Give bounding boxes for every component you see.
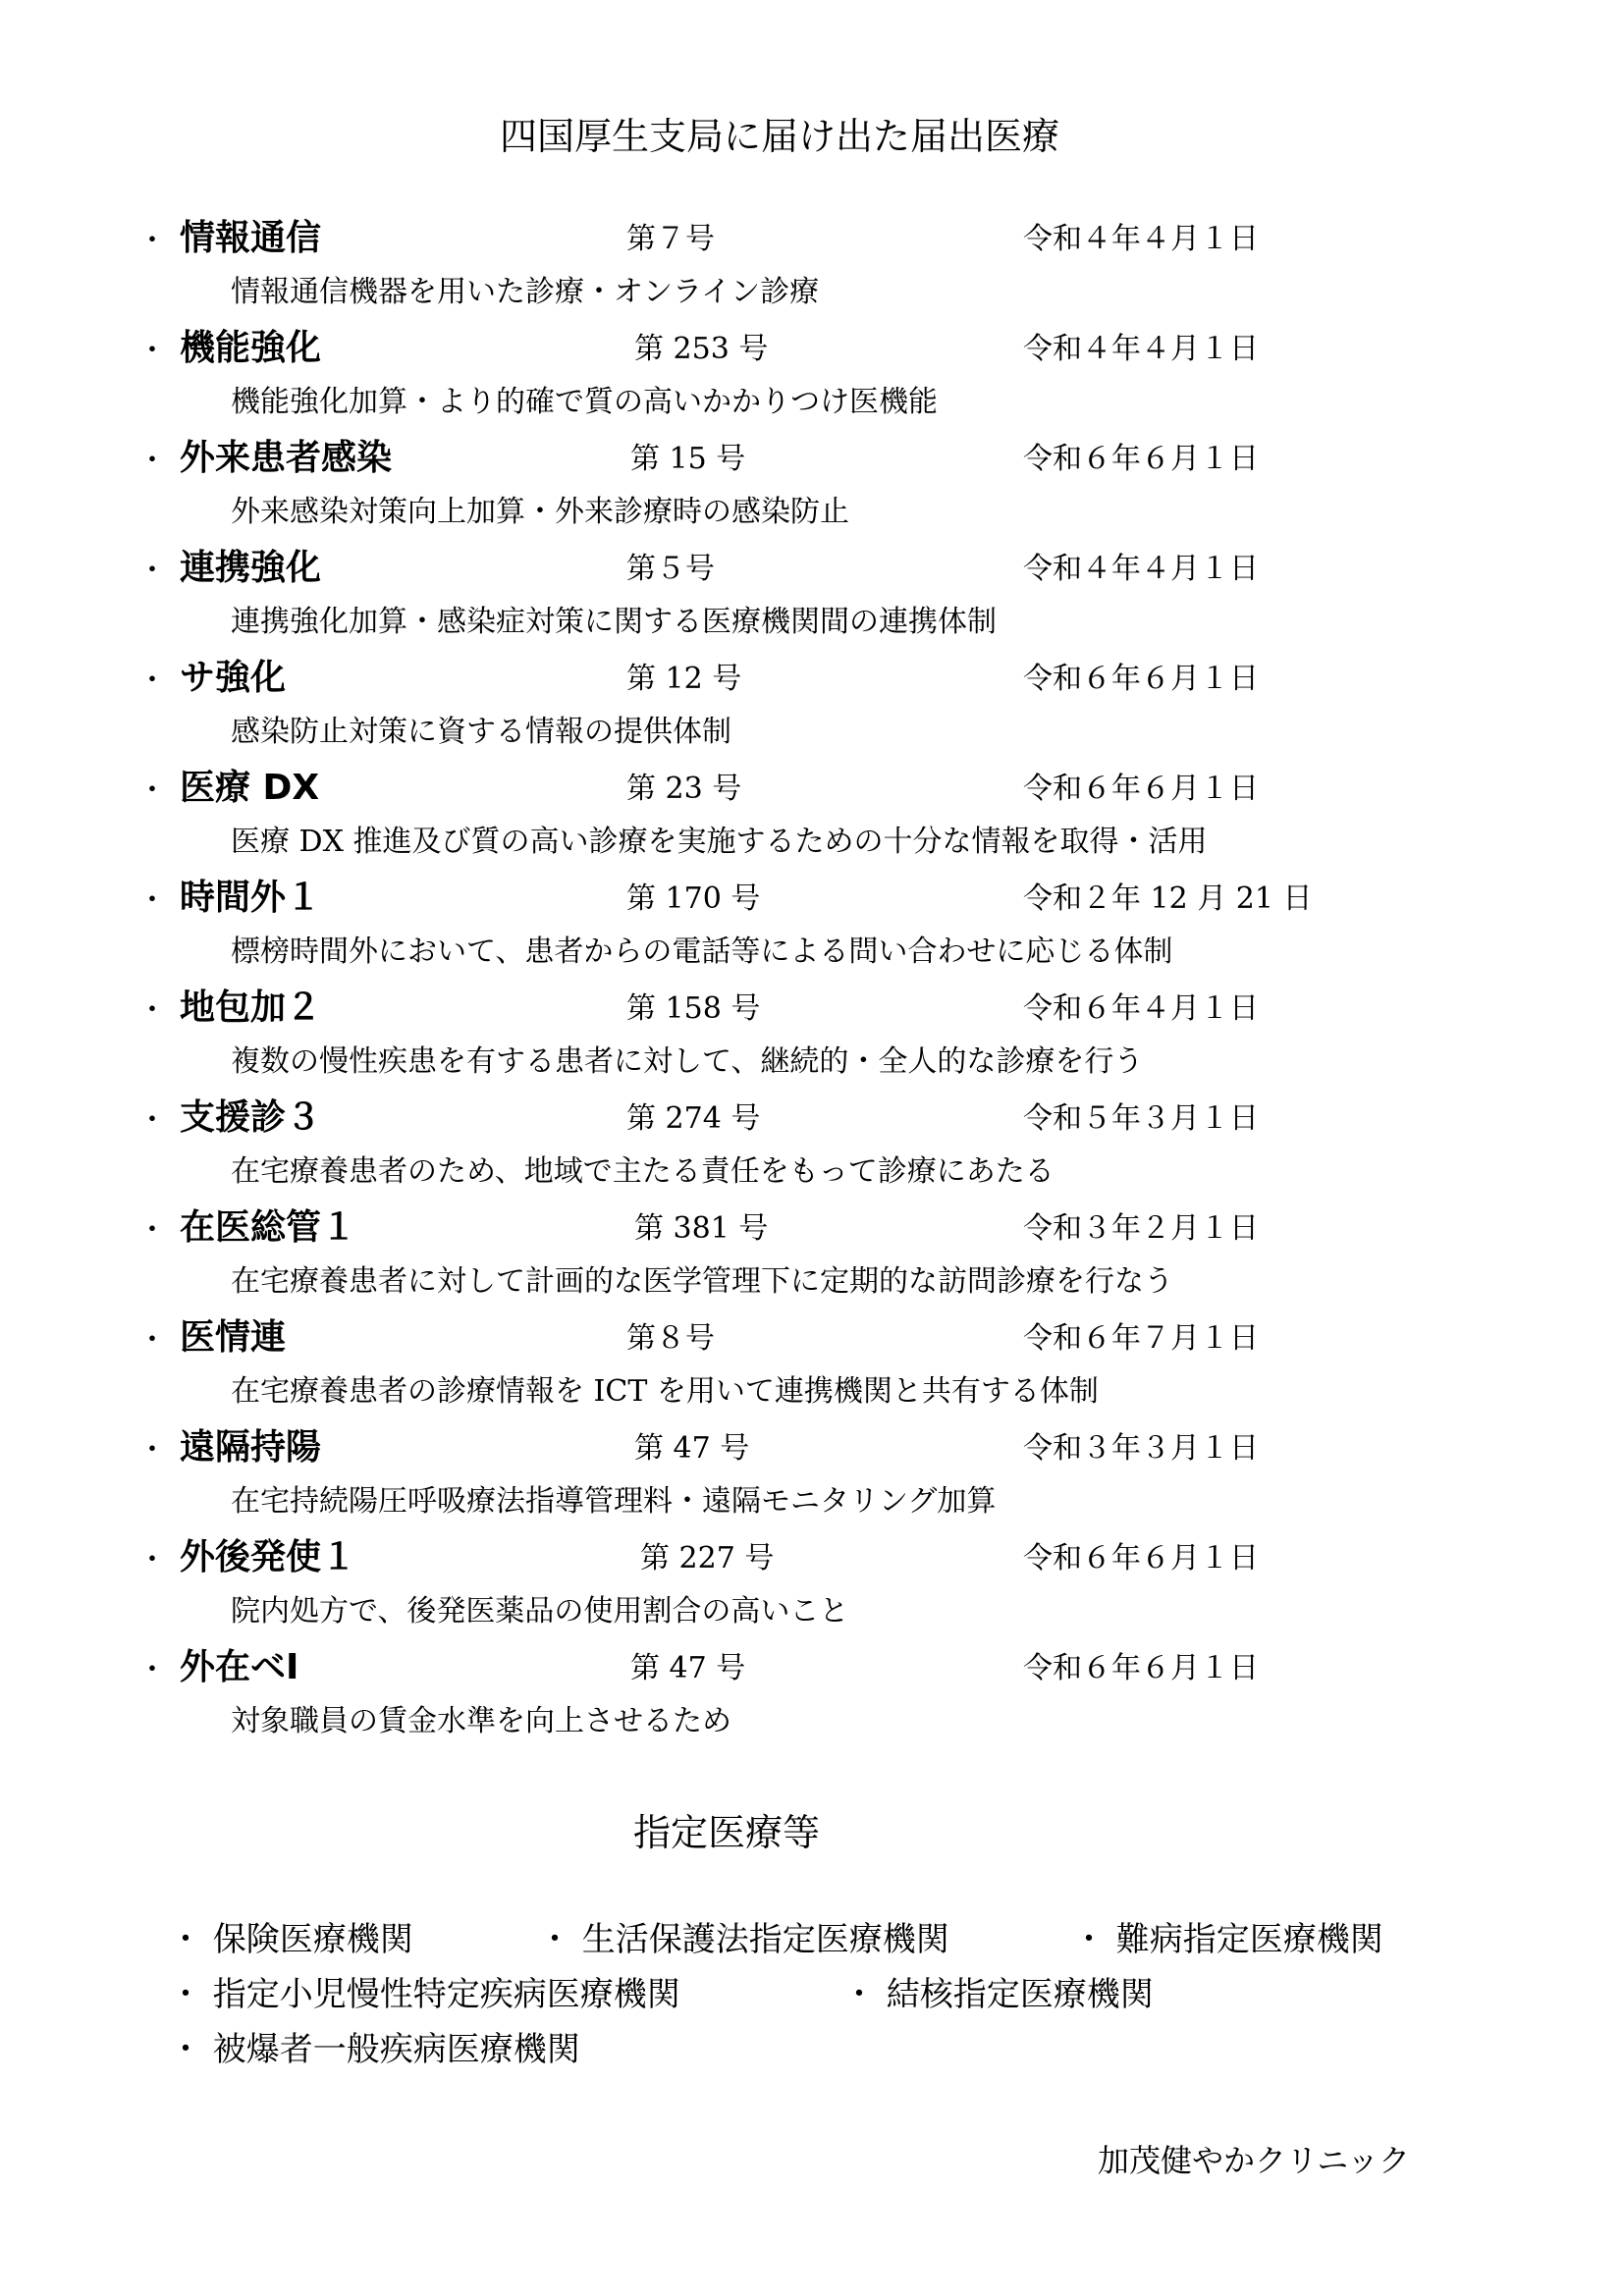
list-item [0, 760, 1623, 870]
entry-name: 外来患者感染 [180, 438, 393, 478]
bullet: ・ [137, 1323, 167, 1358]
entry-date: 令和５年３月１日 [1023, 1101, 1259, 1136]
list-item [0, 1639, 1623, 1749]
entry-number: 第 47 号 [634, 1431, 750, 1466]
entry-description: 対象職員の賃金水準を向上させるため [231, 1704, 731, 1738]
entry-description: 機能強化加算・より的確で質の高いかかりつけ医機能 [231, 385, 938, 419]
entry-date: 令和６年６月１日 [1023, 662, 1259, 696]
entry-number: 第 23 号 [626, 772, 742, 806]
entry-description: 在宅療養患者に対して計画的な医学管理下に定期的な訪問診療を行なう [231, 1264, 1173, 1299]
entry-name: 医情連 [180, 1317, 287, 1358]
entry-number: 第 170 号 [626, 881, 761, 916]
entry-description: 在宅持続陽圧呼吸療法指導管理料・遠隔モニタリング加算 [231, 1484, 997, 1519]
bullet: ・ [137, 334, 167, 368]
list-item [0, 650, 1623, 760]
list-item: ・ 指定小児慢性特定疾病医療機関 [169, 1975, 680, 2014]
list-item: ・ 被爆者一般疾病医療機関 [169, 2030, 580, 2069]
entry-description: 医療 DX 推進及び質の高い診療を実施するための十分な情報を取得・活用 [231, 825, 1208, 859]
bullet: ・ [137, 1213, 167, 1248]
bullet: ・ [137, 1433, 167, 1468]
entry-number: 第７号 [626, 222, 715, 256]
notification-list [0, 210, 1623, 1749]
entry-number: 第 381 号 [634, 1211, 769, 1246]
entry-date: 令和６年６月１日 [1023, 442, 1259, 476]
entry-number: 第 47 号 [630, 1651, 746, 1685]
entry-number: 第 274 号 [626, 1101, 761, 1136]
entry-date: 令和４年４月１日 [1023, 332, 1259, 366]
entry-name: 情報通信 [180, 218, 322, 258]
bullet: ・ [137, 1543, 167, 1577]
list-item: ・ 生活保護法指定医療機関 [538, 1920, 949, 1959]
entry-date: 令和４年４月１日 [1023, 552, 1259, 586]
entry-description: 在宅療養患者のため、地域で主たる責任をもって診療にあたる [231, 1154, 1055, 1189]
entry-name: 連携強化 [180, 548, 322, 588]
entry-date: 令和３年３月１日 [1023, 1431, 1259, 1466]
list-item [0, 1090, 1623, 1200]
list-item [0, 210, 1623, 320]
entry-date: 令和６年４月１日 [1023, 991, 1259, 1026]
entry-name: 医療 DX [180, 768, 320, 808]
entry-date: 令和６年７月１日 [1023, 1321, 1259, 1356]
bullet: ・ [137, 993, 167, 1028]
entry-description: 連携強化加算・感染症対策に関する医療機関間の連携体制 [231, 605, 997, 639]
list-item: ・ 保険医療機関 [169, 1920, 413, 1959]
bullet: ・ [137, 444, 167, 478]
entry-number: 第 227 号 [640, 1541, 775, 1575]
list-item [0, 1419, 1623, 1529]
bullet: ・ [137, 664, 167, 698]
entry-date: 令和６年６月１日 [1023, 772, 1259, 806]
entry-name: 支援診３ [180, 1097, 322, 1138]
bullet: ・ [137, 1653, 167, 1687]
entry-description: 外来感染対策向上加算・外来診療時の感染防止 [231, 495, 849, 529]
list-item [0, 1529, 1623, 1639]
entry-description: 複数の慢性疾患を有する患者に対して、継続的・全人的な診療を行う [231, 1044, 1144, 1079]
bullet: ・ [137, 554, 167, 588]
clinic-name: 加茂健やかクリニック [1098, 2142, 1411, 2179]
designated-title: 指定医療等 [632, 1811, 820, 1854]
entry-number: 第 253 号 [634, 332, 769, 366]
entry-date: 令和２年 12 月 21 日 [1023, 881, 1313, 916]
entry-name: 外在ベⅠ [180, 1647, 299, 1687]
list-item [0, 870, 1623, 980]
entry-name: 遠隔持陽 [180, 1427, 322, 1468]
entry-description: 在宅療養患者の診療情報を ICT を用いて連携機関と共有する体制 [231, 1374, 1099, 1409]
entry-number: 第 158 号 [626, 991, 761, 1026]
list-item [0, 980, 1623, 1090]
entry-description: 情報通信機器を用いた診療・オンライン診療 [231, 275, 820, 309]
entry-name: 機能強化 [180, 328, 322, 368]
bullet: ・ [137, 774, 167, 808]
list-item: ・ 難病指定医療機関 [1072, 1920, 1383, 1959]
page-title: 四国厚生支局に届け出た届出医療 [499, 115, 1059, 158]
entry-name: 時間外１ [180, 878, 322, 918]
entry-number: 第 12 号 [626, 662, 742, 696]
bullet: ・ [137, 1103, 167, 1138]
entry-name: 在医総管１ [180, 1207, 357, 1248]
entry-number: 第 15 号 [630, 442, 746, 476]
entry-number: 第５号 [626, 552, 715, 586]
bullet: ・ [137, 883, 167, 918]
list-item [0, 320, 1623, 430]
entry-date: 令和６年６月１日 [1023, 1651, 1259, 1685]
entry-date: 令和３年２月１日 [1023, 1211, 1259, 1246]
entry-name: 外後発使１ [180, 1537, 357, 1577]
entry-name: サ強化 [180, 658, 287, 698]
entry-number: 第８号 [626, 1321, 715, 1356]
entry-date: 令和６年６月１日 [1023, 1541, 1259, 1575]
list-item [0, 430, 1623, 540]
entry-description: 院内処方で、後発医薬品の使用割合の高いこと [231, 1594, 849, 1629]
list-item [0, 1200, 1623, 1309]
entry-date: 令和４年４月１日 [1023, 222, 1259, 256]
entry-description: 標榜時間外において、患者からの電話等による問い合わせに応じる体制 [231, 934, 1173, 969]
list-item: ・ 結核指定医療機関 [842, 1975, 1154, 2014]
list-item [0, 1309, 1623, 1419]
entry-name: 地包加２ [180, 988, 322, 1028]
entry-description: 感染防止対策に資する情報の提供体制 [231, 715, 731, 749]
bullet: ・ [137, 224, 167, 258]
list-item [0, 540, 1623, 650]
